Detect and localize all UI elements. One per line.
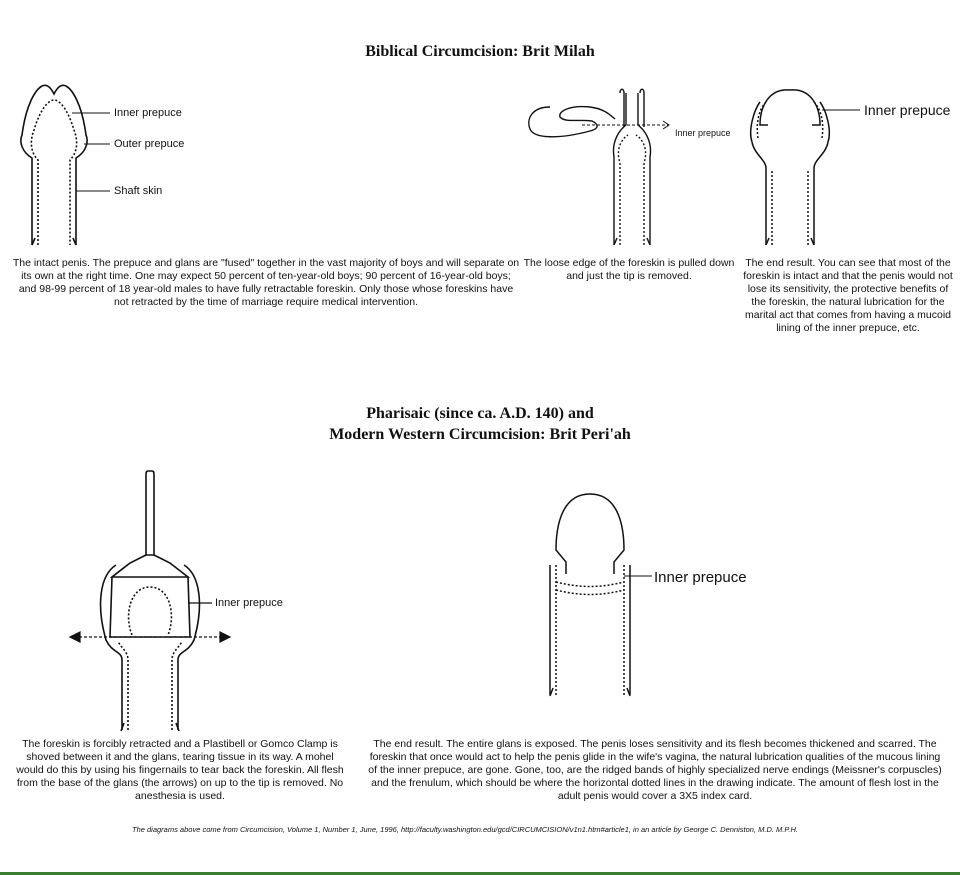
caption-tip-removal: The loose edge of the foreskin is pulled down and just the tip is removed.	[523, 257, 735, 282]
label-shaft-skin: Shaft skin	[114, 185, 163, 197]
figure-clamp-diagram	[60, 465, 240, 740]
figure-biblical-end-result-diagram	[738, 80, 878, 250]
section2-title-line2: Modern Western Circumcision: Brit Peri'ah	[329, 426, 631, 443]
section1-title: Biblical Circumcision: Brit Milah	[365, 43, 595, 60]
label-outer-prepuce: Outer prepuce	[114, 138, 185, 150]
label-inner-prepuce: Inner prepuce	[114, 107, 182, 119]
caption-modern-end-result: The end result. The entire glans is exposed. The penis loses sensitivity and its flesh becomes thickened and scarred. The foreskin that once would act to help the penis glide in the wife's vagina, the natural lubrication qualities of the mucous lining of the inner prepuce, are gone. Gone, too, are the ridged bands of highly specialized nerve endings (Meissner's corpuscles) and the frenulum, which should be where the horizontal dotted lines in the drawing indicate. The amount of flesh lost in the adult penis would cover a 3X5 index card.	[368, 738, 942, 802]
label-inner-prepuce-fig3: Inner prepuce	[864, 102, 951, 118]
caption-clamp: The foreskin is forcibly retracted and a Plastibell or Gomco Clamp is shoved between it and the glans, tearing tissue in its way. A mohel would do this by using his fingernails to tear back the foreskin. All flesh from the base of the glans (the arrows) on up to the tip is removed. No anesthesia is used.	[16, 738, 344, 802]
source-footnote: The diagrams above come from Circumcision, Volume 1, Number 1, June, 1996, http://faculty.washington.edu/gcd/CIRCUMCISION/v1n1.htm#article1, in an article by George C. Denniston, M.D. M.P.H.	[132, 825, 798, 834]
figure-modern-end-result-diagram	[540, 490, 660, 700]
label-inner-prepuce-fig5: Inner prepuce	[654, 569, 747, 586]
caption-intact: The intact penis. The prepuce and glans are "fused" together in the vast majority of boys and will separate on its own at the right time. One may expect 50 percent of ten-year-old boys; 90 percent of 16-year-old boys; and 98-99 percent of 18 year-old males to have fully retractable foreskin. Only those whose foreskins have not retracted by the time of marriage require medical intervention.	[12, 257, 520, 308]
section2-title-line1: Pharisaic (since ca. A.D. 140) and	[366, 405, 594, 422]
label-inner-prepuce-fig2: Inner prepuce	[675, 128, 731, 138]
caption-biblical-end-result: The end result. You can see that most of the foreskin is intact and that the penis would not lose its sensitivity, the protective benefits of the foreskin, the natural lubrication for the marital act that comes from having a mucoid lining of the inner prepuce, etc.	[743, 257, 953, 334]
figure-intact-diagram	[10, 80, 120, 250]
label-inner-prepuce-fig4: Inner prepuce	[215, 597, 283, 609]
figure-tip-removal-diagram	[520, 85, 680, 250]
